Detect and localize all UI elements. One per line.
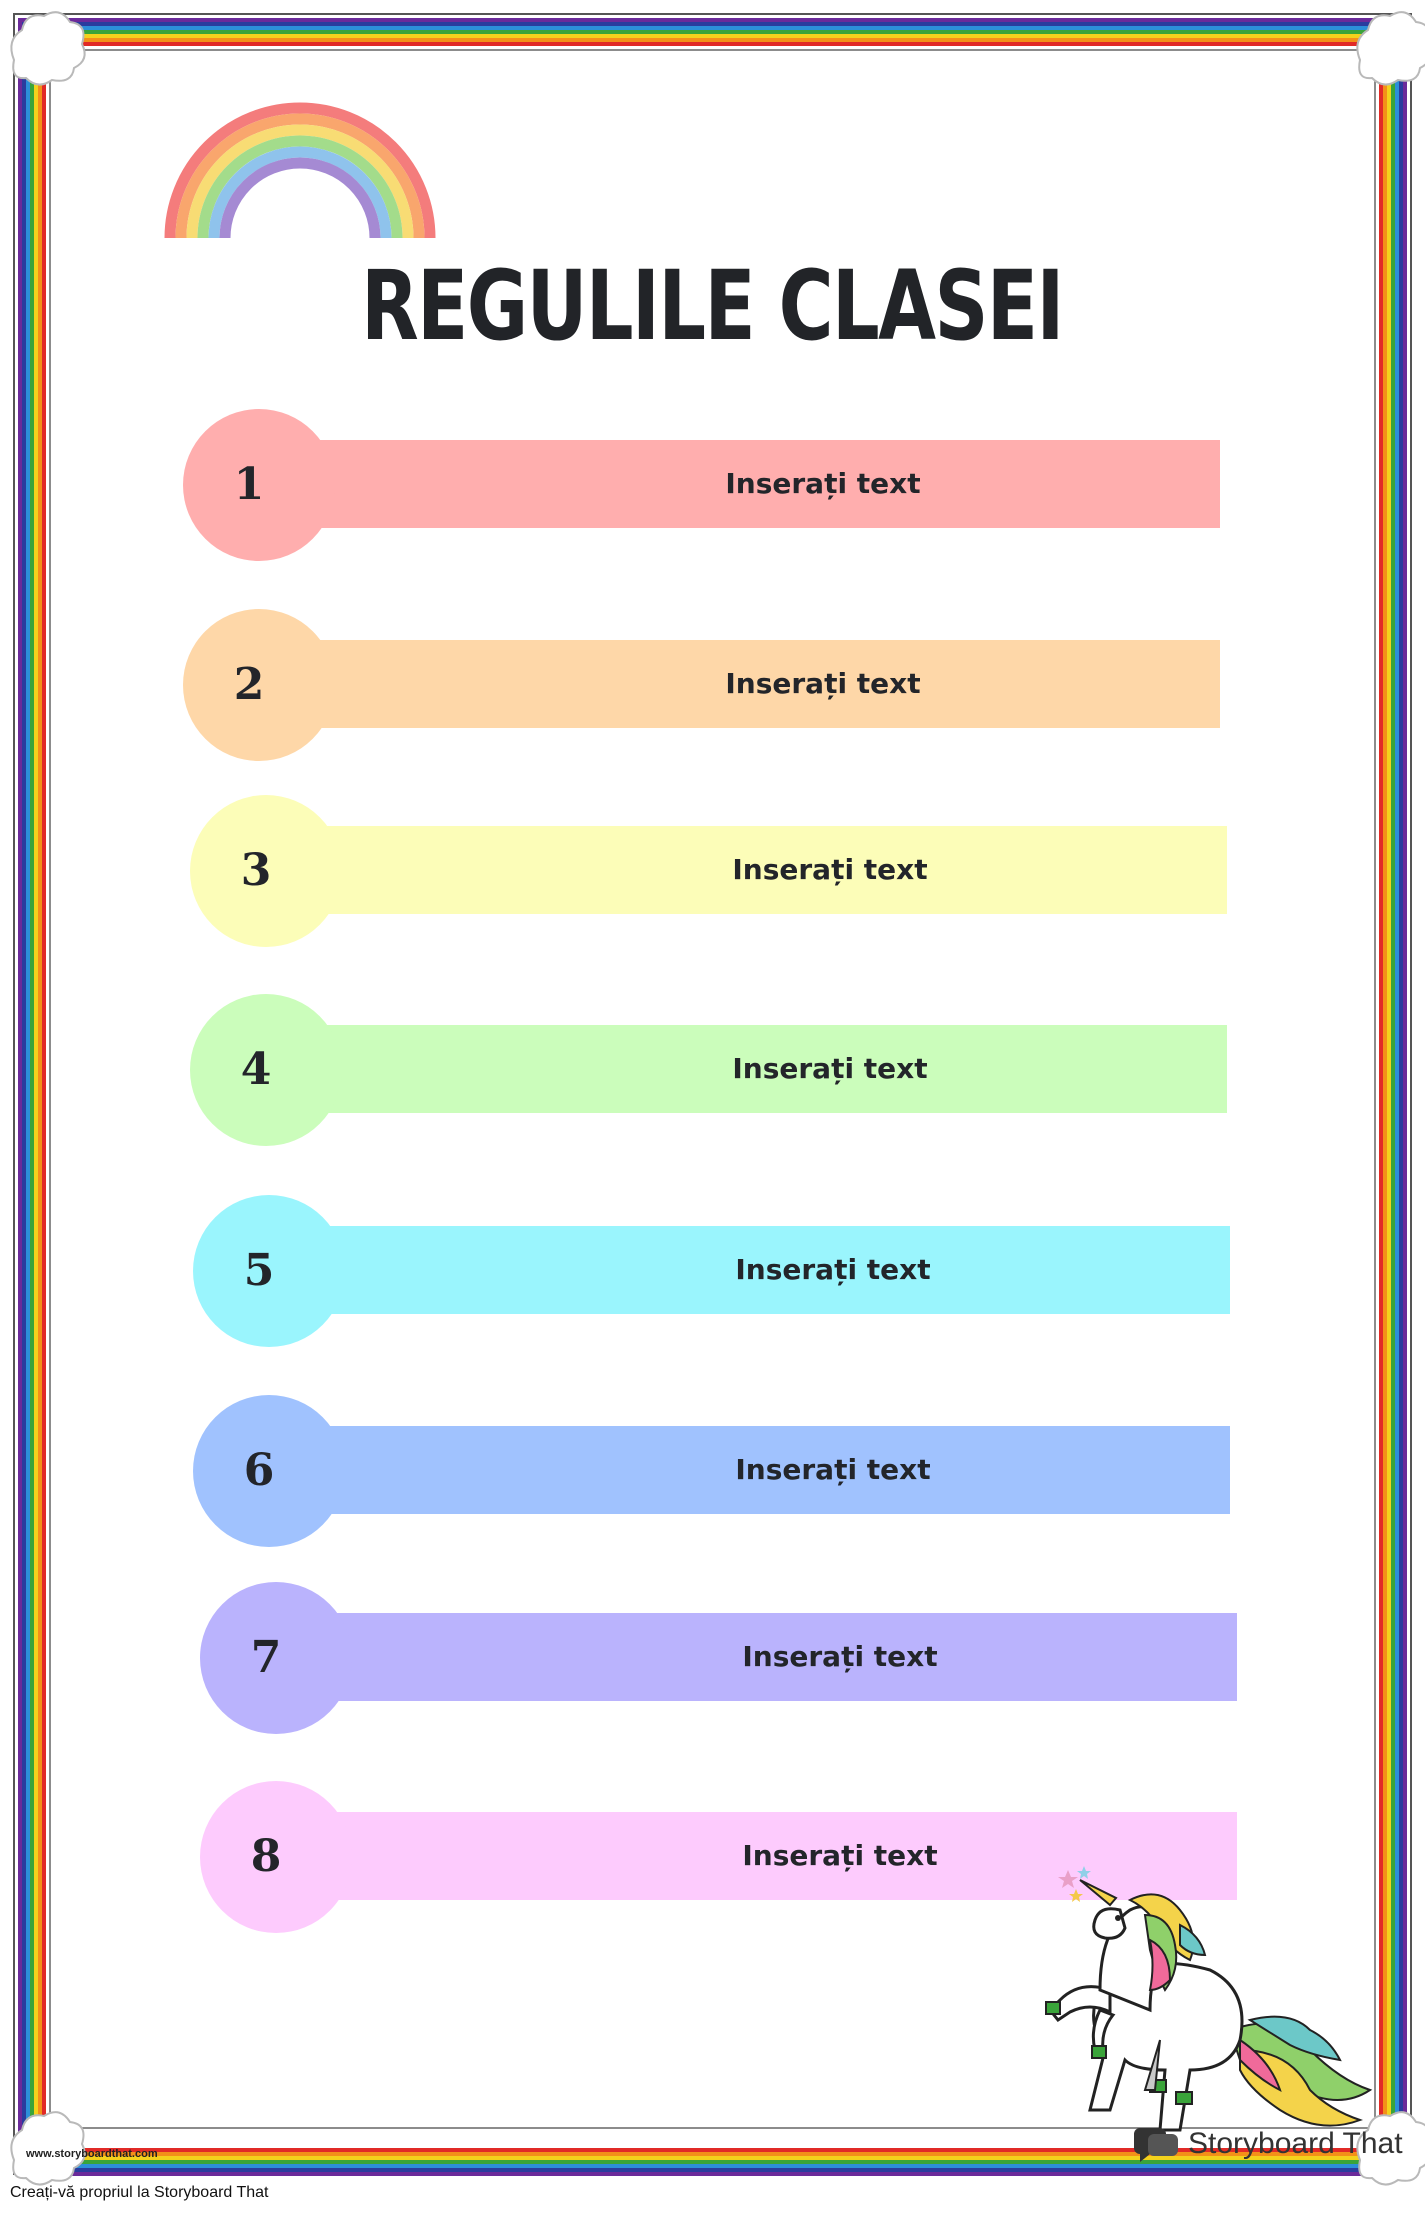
poster-title: REGULILE CLASEI bbox=[361, 250, 1063, 362]
rule-text[interactable]: Inserați text bbox=[732, 853, 928, 886]
storyboard-logo-icon bbox=[1132, 2124, 1182, 2164]
brand-name: Storyboard That bbox=[1188, 2127, 1403, 2160]
rule-number: 6 bbox=[243, 1445, 275, 1496]
rule-text[interactable]: Inserați text bbox=[742, 1839, 938, 1872]
rule-number: 1 bbox=[233, 459, 265, 510]
footer-url[interactable]: www.storyboardthat.com bbox=[26, 2148, 158, 2160]
footer-credit[interactable]: Creați-vă propriul la Storyboard That bbox=[10, 2184, 269, 2201]
rule-text[interactable]: Inserați text bbox=[732, 1052, 928, 1085]
rule-text[interactable]: Inserați text bbox=[725, 667, 921, 700]
rule-text[interactable]: Inserați text bbox=[735, 1253, 931, 1286]
rule-number: 4 bbox=[240, 1044, 272, 1095]
rule-number: 2 bbox=[233, 659, 265, 710]
rule-text[interactable]: Inserați text bbox=[735, 1453, 931, 1486]
rule-number: 3 bbox=[240, 845, 272, 896]
rule-text[interactable]: Inserați text bbox=[725, 467, 921, 500]
rule-text[interactable]: Inserați text bbox=[742, 1640, 938, 1673]
rule-number: 7 bbox=[250, 1632, 282, 1683]
brand-logo[interactable] bbox=[1132, 2124, 1403, 2164]
rule-number: 5 bbox=[243, 1245, 275, 1296]
rule-number: 8 bbox=[250, 1831, 282, 1882]
